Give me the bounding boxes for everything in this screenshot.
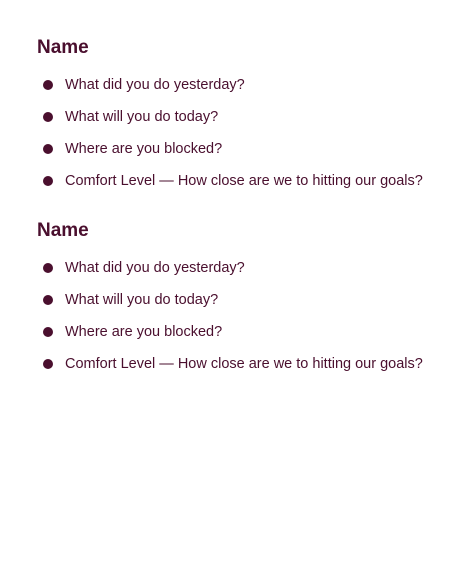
bullet-icon <box>43 295 53 305</box>
question-text: What did you do yesterday? <box>65 77 245 93</box>
question-list <box>37 76 423 204</box>
bullet-icon <box>43 80 53 90</box>
bullet-icon <box>43 176 53 186</box>
list-item <box>37 140 423 172</box>
list-item <box>37 172 423 204</box>
bullet-icon <box>43 327 53 337</box>
question-text: Comfort Level — How close are we to hitting our goals? <box>65 173 423 189</box>
question-text: Where are you blocked? <box>65 324 223 340</box>
bullet-icon <box>43 359 53 369</box>
question-list <box>37 259 423 387</box>
list-item <box>37 355 423 387</box>
list-item <box>37 76 423 108</box>
section-title: Name <box>37 220 89 241</box>
question-text: Comfort Level — How close are we to hitting our goals? <box>65 356 423 372</box>
question-text: What will you do today? <box>65 292 219 308</box>
list-item <box>37 291 423 323</box>
list-item <box>37 108 423 140</box>
standup-section <box>37 36 457 189</box>
bullet-icon <box>43 263 53 273</box>
standup-section <box>37 219 457 372</box>
list-item <box>37 323 423 355</box>
question-text: What will you do today? <box>65 109 219 125</box>
section-title: Name <box>37 37 89 58</box>
question-text: Where are you blocked? <box>65 141 223 157</box>
bullet-icon <box>43 112 53 122</box>
question-text: What did you do yesterday? <box>65 260 245 276</box>
bullet-icon <box>43 144 53 154</box>
list-item <box>37 259 423 291</box>
